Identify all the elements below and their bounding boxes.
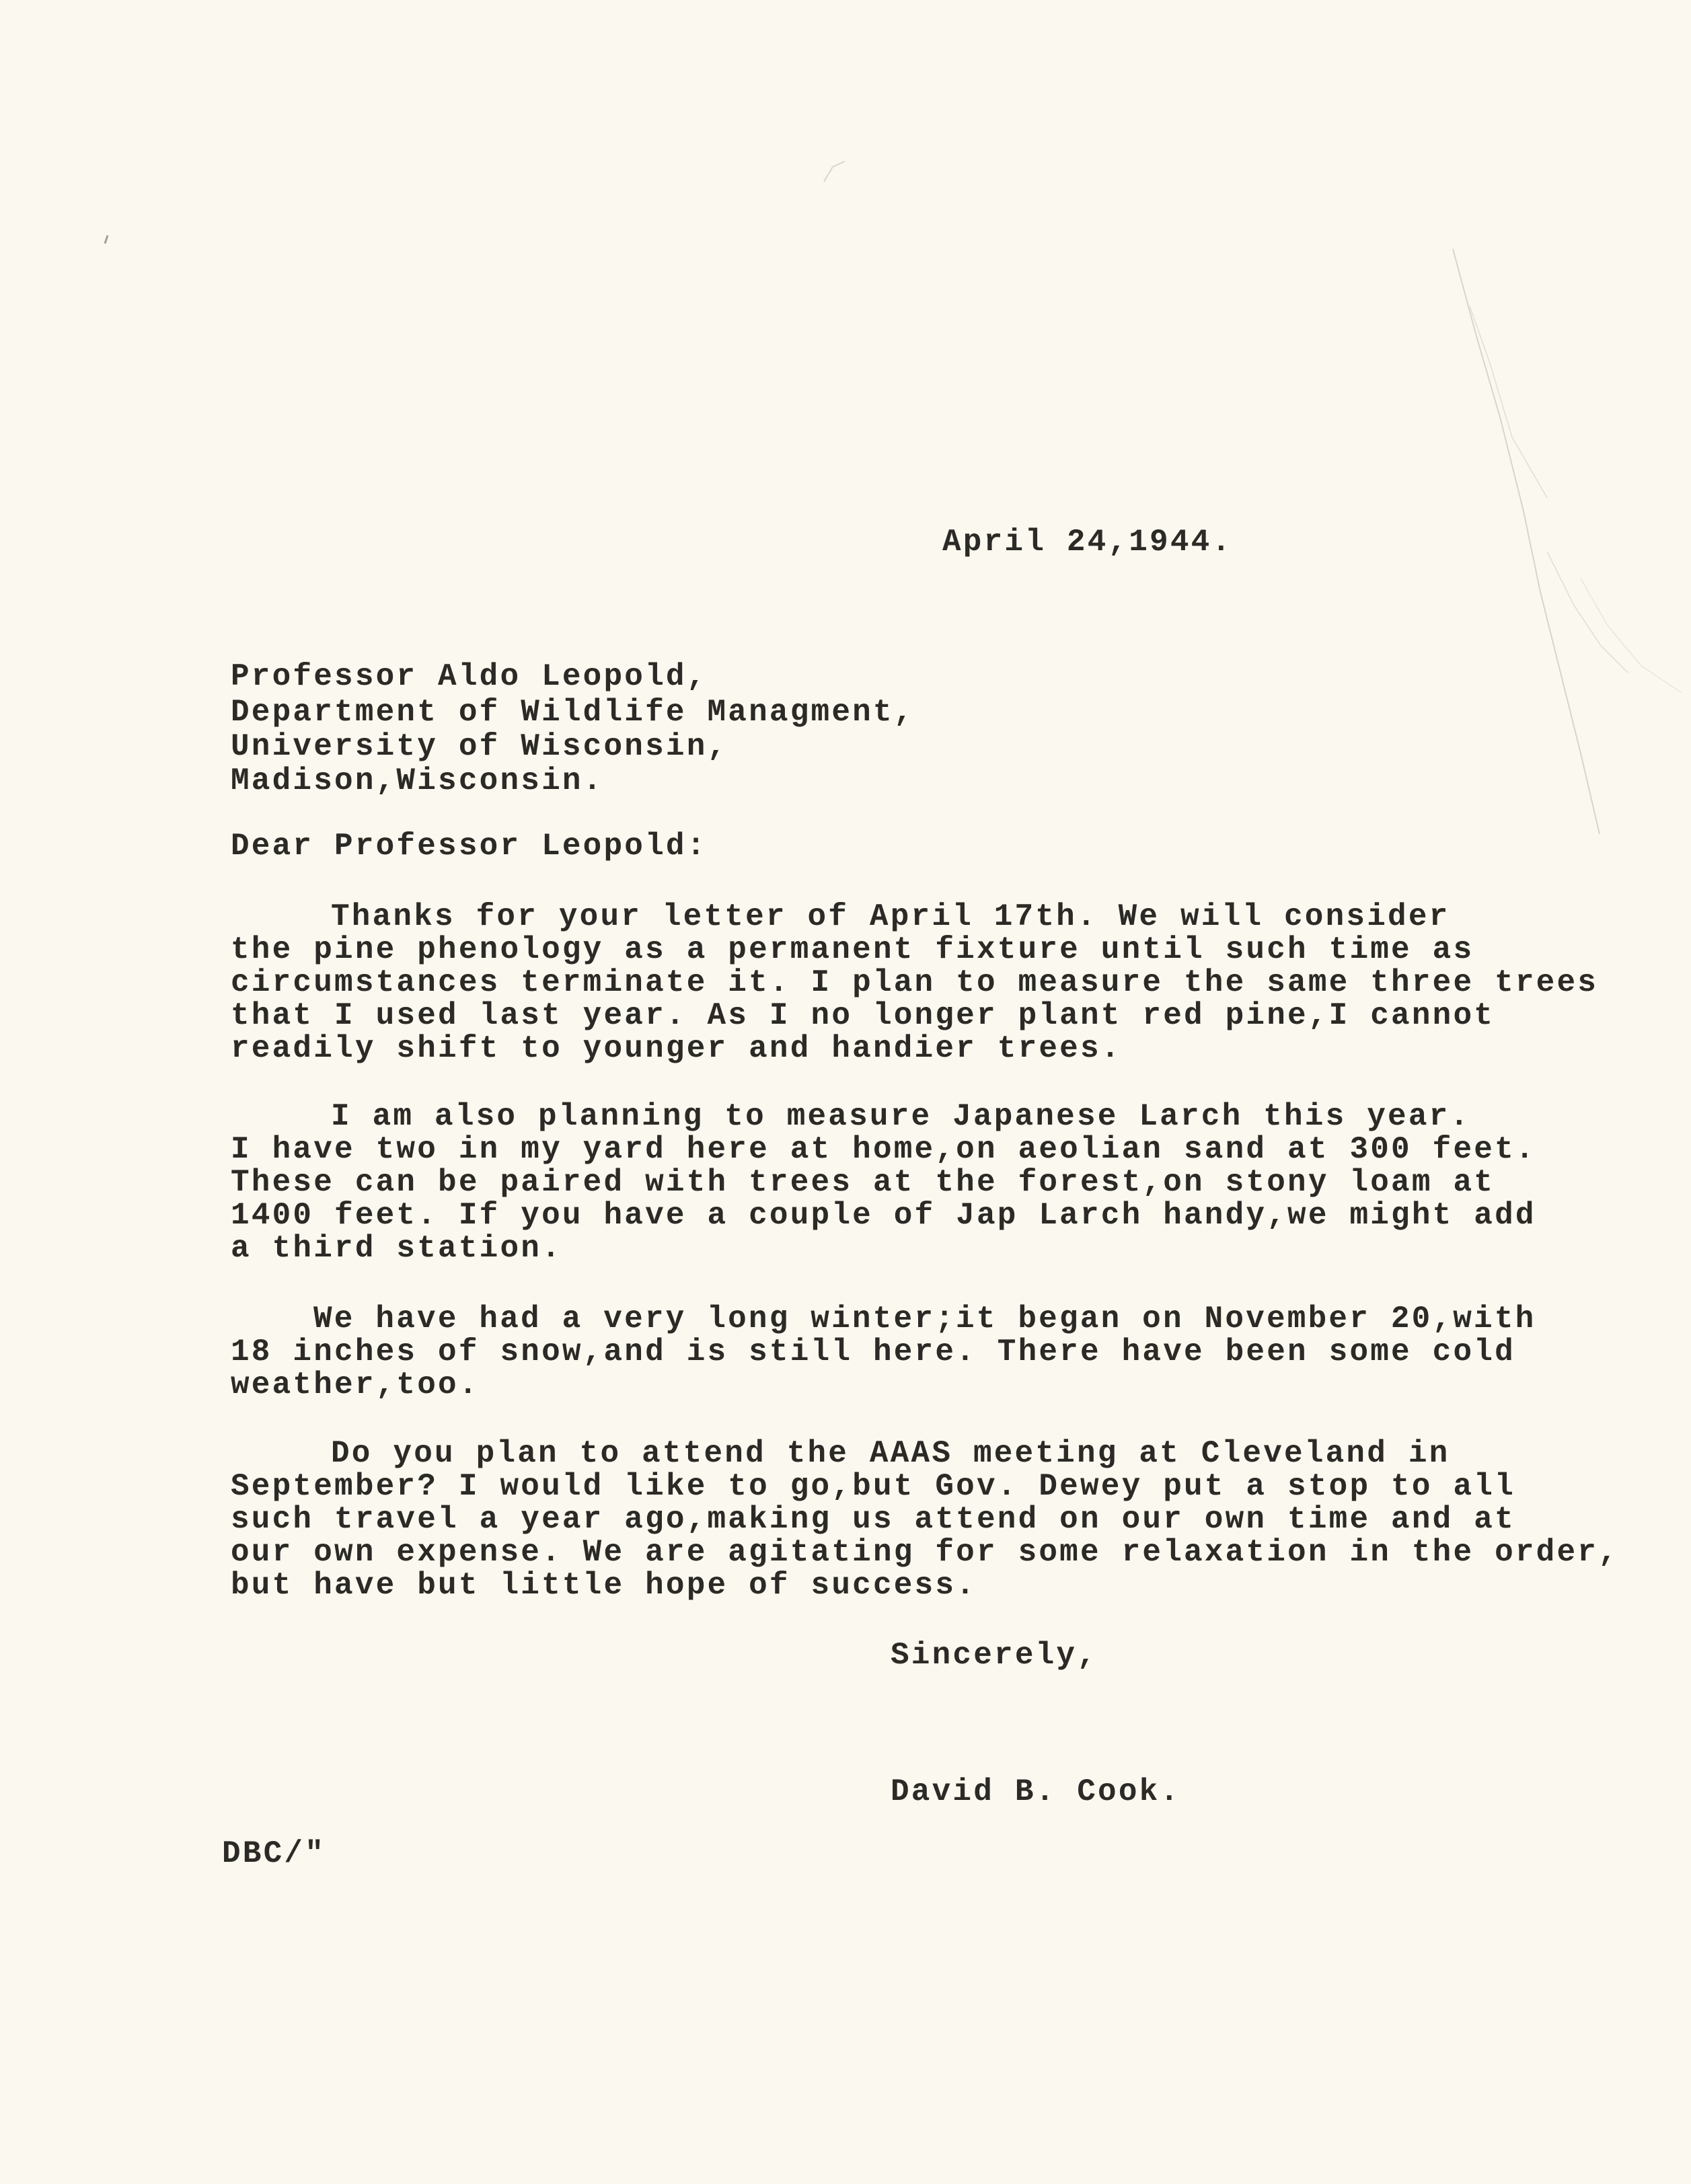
typist-initials: DBC/" (222, 1836, 326, 1871)
recipient-name: Professor Aldo Leopold, (231, 659, 708, 694)
paragraph-line: a third station. (231, 1231, 562, 1266)
closing: Sincerely, (891, 1638, 1098, 1673)
paragraph-line: Thanks for your letter of April 17th. We will consider (331, 899, 1450, 934)
paragraph-line: 18 inches of snow,and is still here. There have been some cold (231, 1334, 1515, 1369)
paragraph-line: readily shift to younger and handier trees. (231, 1031, 1122, 1066)
paragraph-line: I have two in my yard here at home,on aeolian sand at 300 feet. (231, 1132, 1536, 1167)
recipient-department: Department of Wildlife Managment, (231, 695, 915, 730)
paragraph-line: such travel a year ago,making us attend on our own time and at (231, 1502, 1515, 1537)
paragraph-line: our own expense. We are agitating for some relaxation in the order, (231, 1535, 1619, 1570)
paragraph-line: that I used last year. As I no longer plant red pine,I cannot (231, 998, 1495, 1033)
recipient-city: Madison,Wisconsin. (231, 763, 604, 798)
recipient-university: University of Wisconsin, (231, 729, 728, 764)
paragraph-line: but have but little hope of success. (231, 1568, 977, 1603)
paragraph-line: September? I would like to go,but Gov. Dewey put a stop to all (231, 1469, 1515, 1504)
paragraph-line: Do you plan to attend the AAAS meeting at Cleveland in (331, 1436, 1450, 1471)
paragraph-line: I am also planning to measure Japanese Larch this year. (331, 1099, 1471, 1134)
salutation: Dear Professor Leopold: (231, 829, 708, 864)
paragraph-line: 1400 feet. If you have a couple of Jap Larch handy,we might add (231, 1198, 1536, 1233)
paragraph-line: We have had a very long winter;it began on November 20,with (313, 1302, 1536, 1336)
signer-name: David B. Cook. (891, 1774, 1181, 1809)
paragraph-line: circumstances terminate it. I plan to measure the same three trees (231, 965, 1599, 1000)
letter-date: April 24,1944. (942, 525, 1233, 560)
paragraph-line: These can be paired with trees at the forest,on stony loam at (231, 1165, 1495, 1200)
paragraph-line: weather,too. (231, 1367, 480, 1402)
paragraph-line: the pine phenology as a permanent fixture until such time as (231, 932, 1474, 967)
